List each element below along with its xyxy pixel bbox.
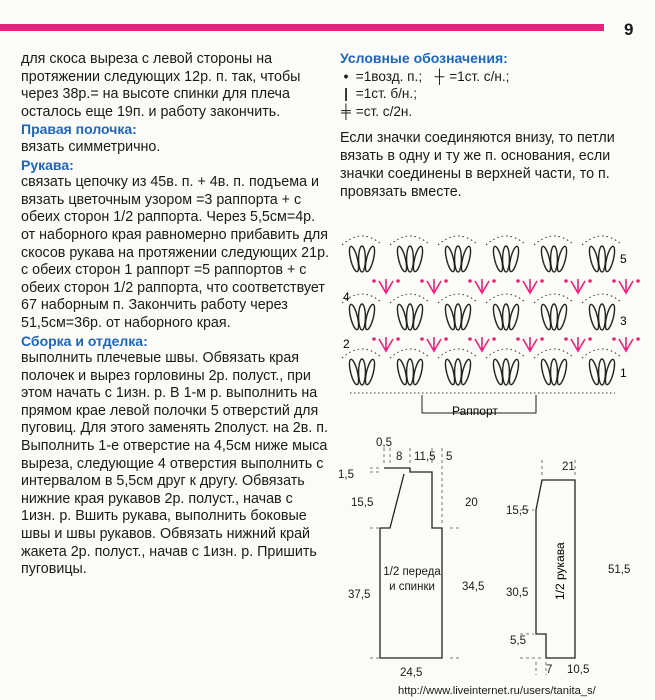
chain-dot	[612, 337, 616, 341]
chain-dot	[492, 279, 496, 283]
row-number-1: 1	[620, 366, 627, 380]
dc-icon: ┼	[434, 68, 445, 84]
chain-dot	[444, 279, 448, 283]
stitch-note: Если значки соединяются внизу, то петли вязать в одну и ту же п. основания, если значки соединены в верхней части, то п. провязать вместе.	[340, 130, 615, 200]
chain-arc	[390, 236, 430, 245]
petal-stitch	[455, 246, 462, 272]
cluster-stitch	[379, 279, 393, 293]
chain-arc	[534, 349, 574, 358]
cluster-stitch	[619, 337, 633, 351]
chain-dot	[636, 279, 640, 283]
petal-stitch	[407, 304, 414, 330]
sleeve-left-dim-1: 15,5	[506, 505, 529, 517]
chain-dot	[612, 279, 616, 283]
cluster-stitch	[523, 279, 537, 293]
chain-arc	[534, 294, 574, 303]
chain-arc	[438, 294, 478, 303]
instruction-paragraph: для скоса выреза с левой стороны на протяжении следующих 12р. п. так, чтобы через 38р.= на высоте спинки для плеча осталось еще 19п. и работу закончить.	[21, 51, 301, 120]
front-left-dim-2: 15,5	[351, 497, 374, 509]
chain-dot	[564, 279, 568, 283]
chain-dot	[444, 337, 448, 341]
petal-stitch	[455, 359, 462, 385]
sleeve-piece-label: 1/2 рукава	[553, 542, 567, 600]
chain-dot	[588, 337, 592, 341]
front-top-dim-4: 5	[446, 451, 453, 463]
dot-icon: •	[343, 68, 349, 84]
chain-arc	[390, 349, 430, 358]
chain-dot	[564, 337, 568, 341]
legend-title: Условные обозначения:	[340, 50, 508, 66]
chain-arc	[582, 236, 622, 245]
petal-stitch	[551, 304, 558, 330]
petal-stitch	[503, 304, 510, 330]
petal-stitch	[407, 359, 414, 385]
front-right-dim-1: 20	[465, 497, 478, 509]
chain-dot	[420, 279, 424, 283]
sleeve-left-dim-2: 30,5	[506, 587, 529, 599]
chain-arc	[486, 236, 526, 245]
front-top-dim-1: 0,5	[376, 437, 392, 449]
legend-label-tr: =ст. с/2н.	[355, 103, 413, 119]
petal-stitch	[503, 246, 510, 272]
legend-label-dc: =1ст. с/н.;	[449, 68, 510, 84]
garment-schematic	[330, 430, 655, 695]
front-left-dim-3: 37,5	[348, 589, 371, 601]
chain-dot	[636, 337, 640, 341]
row-number-5: 5	[620, 252, 627, 266]
legend-row-1	[340, 68, 640, 86]
sleeve-bottom-dim-1: 7	[546, 664, 553, 676]
chain-dot	[372, 337, 376, 341]
cluster-stitch	[475, 337, 489, 351]
chain-arc	[486, 294, 526, 303]
petal-stitch	[599, 359, 606, 385]
petal-stitch	[359, 246, 366, 272]
chain-dot	[540, 279, 544, 283]
chain-dot	[516, 279, 520, 283]
cluster-stitch	[619, 279, 633, 293]
top-accent-bar	[0, 24, 604, 31]
cluster-stitch	[571, 279, 585, 293]
sleeve-left-dim-3: 5,5	[510, 635, 526, 647]
chain-arc	[534, 236, 574, 245]
front-right-dim-2: 34,5	[462, 581, 485, 593]
chain-dot	[372, 279, 376, 283]
instruction-paragraph: вязать симметрично.	[21, 138, 161, 155]
rapport-label: Раппорт	[452, 404, 498, 418]
legend-label-dot: =1возд. п.;	[355, 68, 423, 84]
sleeve-bottom-dim-2: 10,5	[567, 664, 590, 676]
legend-label-sc: =1ст. б/н.;	[355, 86, 417, 102]
page-number: 9	[624, 20, 634, 39]
chain-arc	[582, 294, 622, 303]
footer-url: http://www.liveinternet.ru/users/tanita_s/	[398, 685, 596, 697]
chain-dot	[516, 337, 520, 341]
legend-row-2	[340, 85, 640, 103]
chain-dot	[420, 337, 424, 341]
row-number-3: 3	[620, 314, 627, 328]
row-number-2: 2	[343, 337, 350, 351]
cluster-stitch	[427, 337, 441, 351]
cluster-stitch	[523, 337, 537, 351]
chain-dot	[396, 337, 400, 341]
front-bottom-dim: 24,5	[400, 667, 423, 679]
petal-stitch	[455, 304, 462, 330]
front-piece-label: 1/2 переда и спинки	[383, 566, 441, 593]
chain-dot	[588, 279, 592, 283]
petal-stitch	[359, 359, 366, 385]
sleeve-top-dim: 21	[562, 461, 575, 473]
front-top-dim-3: 11,5	[414, 451, 436, 463]
petal-stitch	[599, 246, 606, 272]
instructions-column	[21, 51, 329, 579]
sleeve-right-dim: 51,5	[608, 564, 631, 576]
sc-icon: |	[344, 86, 348, 102]
instruction-paragraph: выполнить плечевые швы. Обвязать края полочек и вырез горловины 2р. полуст., при этом начать с 1изн. р. В 1-м р. выполнить на прямом крае левой полочки 5 отверстий для пуговиц. Для этого заменять 2полуст. на 2в. п. Выполнить 1-е отверстие на 4,5см ниже мыса выреза, следующие 4 отверстия выполнить с интервалом в 5,5см друг к другу. Обвязать нижние края рукавов 2р. полуст., начав с 1изн. р. Вшить рукава, выполнить боковые швы и швы рукавов. Обвязать нижний край жакета 2р. полуст., начав с 1изн. р. Пришить пуговицы.	[21, 350, 328, 578]
petal-stitch	[407, 246, 414, 272]
cluster-stitch	[379, 337, 393, 351]
chain-dot	[468, 337, 472, 341]
crochet-chart	[340, 235, 640, 425]
chain-arc	[438, 236, 478, 245]
chain-arc	[582, 349, 622, 358]
chart-marks	[342, 236, 640, 393]
chain-arc	[438, 349, 478, 358]
cluster-stitch	[475, 279, 489, 293]
chain-arc	[390, 294, 430, 303]
front-outline	[380, 468, 442, 658]
chain-dot	[396, 279, 400, 283]
instruction-paragraph: связать цепочку из 45в. п. + 4в. п. подъема и вязать цветочным узором =3 раппорта + с обеих сторон 1/2 раппорта. Через 5,5см=4р. от наборного края равномерно прибавить для скосов рукава на протяжении следующих 21р. с обеих сторон 1 раппорт =5 раппортов + с обеих сторон 1/2 раппорта, что соответствует 67 наборным п. Закончить работу через 51,5см=36р. от наборного края.	[21, 174, 329, 331]
chain-arc	[486, 349, 526, 358]
front-top-dim-2: 8	[396, 451, 403, 463]
section-heading: Правая полочка:	[21, 121, 137, 138]
chain-arc	[342, 236, 382, 245]
petal-stitch	[503, 359, 510, 385]
legend-row-3	[340, 103, 640, 121]
row-number-4: 4	[343, 290, 350, 304]
front-left-dim-1: 1,5	[338, 469, 354, 481]
section-heading: Рукава:	[21, 156, 74, 173]
chain-dot	[468, 279, 472, 283]
chain-dot	[492, 337, 496, 341]
section-heading: Сборка и отделка:	[21, 332, 148, 349]
legend-block	[340, 50, 640, 202]
petal-stitch	[359, 304, 366, 330]
tr-icon: ╪	[341, 103, 351, 119]
petal-stitch	[551, 359, 558, 385]
petal-stitch	[599, 304, 606, 330]
cluster-stitch	[427, 279, 441, 293]
petal-stitch	[551, 246, 558, 272]
cluster-stitch	[571, 337, 585, 351]
chain-dot	[540, 337, 544, 341]
